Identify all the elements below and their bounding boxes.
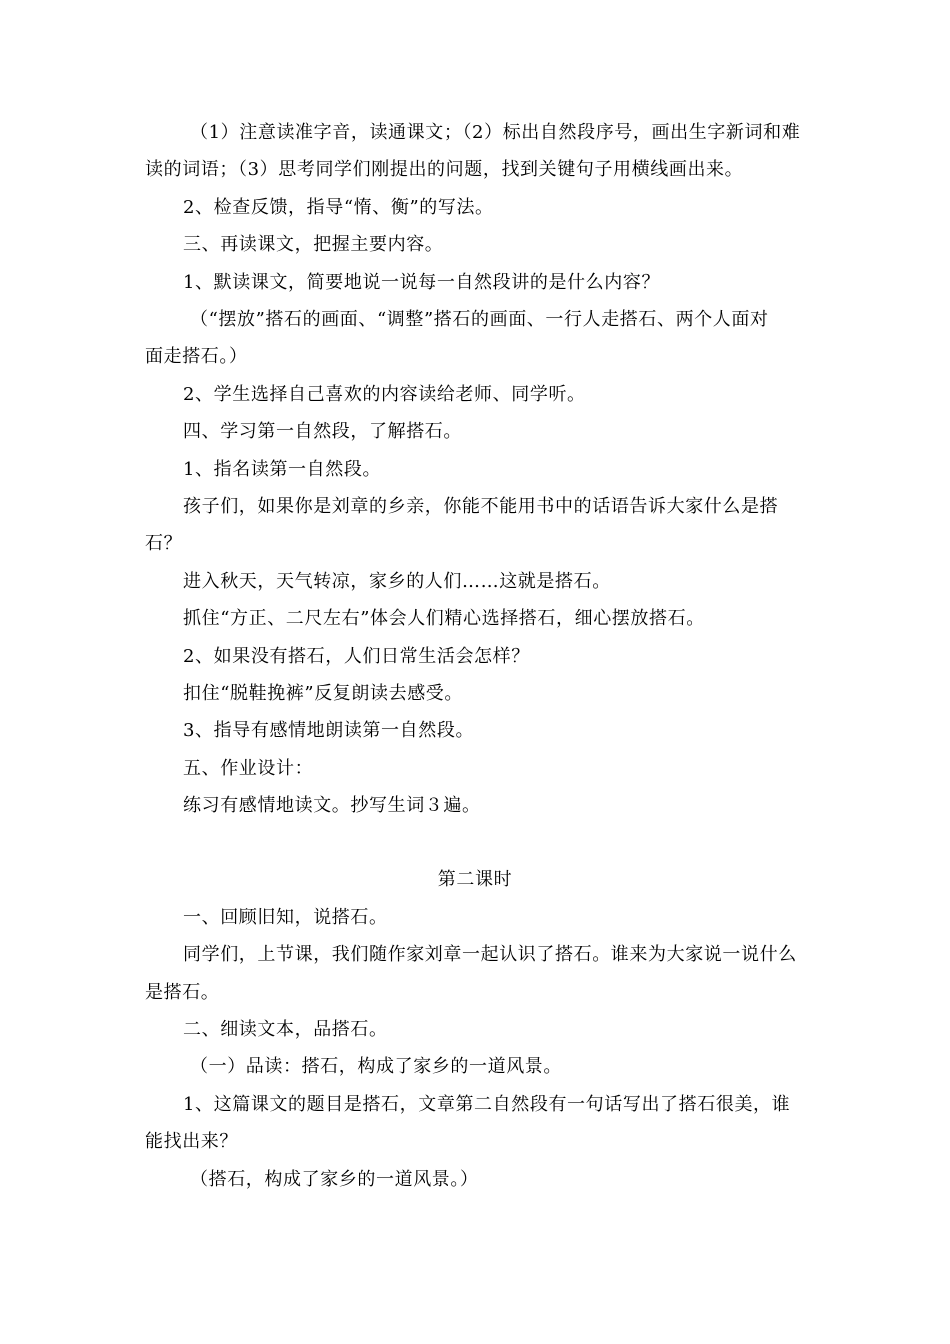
- paragraph-line: 能找出来？: [145, 1131, 238, 1152]
- paragraph-line: （一）品读：搭石，构成了家乡的一道风景。: [190, 1056, 562, 1077]
- section-heading: 四、学习第一自然段，了解搭石。: [183, 421, 462, 442]
- lesson-title: 第二课时: [437, 869, 513, 890]
- paragraph-line: 2、检查反馈，指导“惰、衡”的写法。: [183, 197, 494, 218]
- paragraph-line: （搭石，构成了家乡的一道风景。）: [190, 1169, 479, 1190]
- paragraph-line: 孩子们，如果你是刘章的乡亲，你能不能用书中的话语告诉大家什么是搭: [183, 496, 779, 517]
- paragraph-line: 练习有感情地读文。抄写生词３遍。: [183, 795, 481, 816]
- paragraph-line: （“摆放”搭石的画面、“调整”搭石的画面、一行人走搭石、两个人面对: [190, 309, 769, 330]
- paragraph-line: 1、这篇课文的题目是搭石，文章第二自然段有一句话写出了搭石很美，谁: [183, 1094, 791, 1115]
- section-heading: 一、回顾旧知，说搭石。: [183, 907, 388, 928]
- paragraph-line: 3、指导有感情地朗读第一自然段。: [183, 720, 475, 741]
- paragraph-line: 进入秋天，天气转凉，家乡的人们……这就是搭石。: [183, 571, 611, 592]
- paragraph-line: 2、学生选择自己喜欢的内容读给老师、同学听。: [183, 384, 586, 405]
- paragraph-line: 同学们，上节课，我们随作家刘章一起认识了搭石。谁来为大家说一说什么: [183, 944, 797, 965]
- section-heading: 二、细读文本，品搭石。: [183, 1019, 388, 1040]
- paragraph-line: 面走搭石。）: [145, 346, 248, 367]
- section-heading: 五、作业设计：: [183, 758, 314, 779]
- paragraph-line: 石？: [145, 533, 183, 554]
- section-heading: 三、再读课文，把握主要内容。: [183, 234, 444, 255]
- paragraph-line: 读的词语；（3）思考同学们刚提出的问题，找到关键句子用横线画出来。: [145, 159, 744, 180]
- paragraph-line: 1、指名读第一自然段。: [183, 459, 382, 480]
- paragraph-line: （1）注意读准字音，读通课文；（2）标出自然段序号，画出生字新词和难: [190, 122, 801, 143]
- paragraph-line: 是搭石。: [145, 982, 220, 1003]
- paragraph-line: 扣住“脱鞋挽裤”反复朗读去感受。: [183, 683, 464, 704]
- paragraph-line: 2、如果没有搭石，人们日常生活会怎样？: [183, 646, 530, 667]
- paragraph-line: 抓住“方正、二尺左右”体会人们精心选择搭石，细心摆放搭石。: [183, 608, 705, 629]
- paragraph-line: 1、默读课文，简要地说一说每一自然段讲的是什么内容？: [183, 272, 661, 293]
